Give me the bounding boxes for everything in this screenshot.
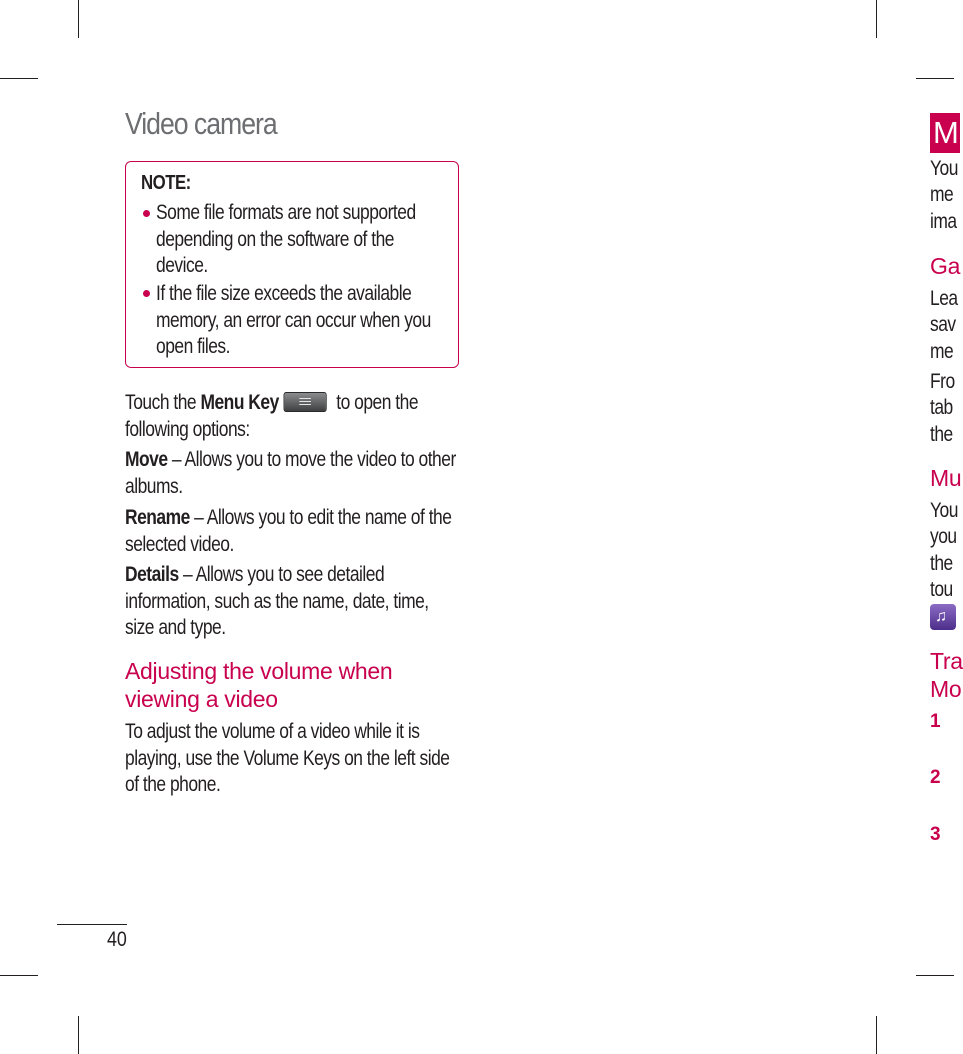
- page-title: Video camera: [125, 106, 277, 141]
- fragment-heading: Mu: [930, 465, 962, 491]
- fragment-line: me: [930, 183, 954, 206]
- section-badge: M: [930, 113, 960, 153]
- crop-mark: [0, 78, 38, 79]
- fragment-line: Lea: [930, 287, 958, 310]
- option-term: Details: [125, 563, 179, 586]
- fragment-line: ima: [930, 210, 957, 233]
- music-note-icon: ♫: [930, 604, 956, 630]
- right-page-fragment: [930, 0, 963, 1054]
- step-number: 1: [930, 711, 940, 732]
- option-move: [125, 447, 457, 500]
- fragment-line: the: [930, 423, 953, 446]
- fragment-line: me: [930, 340, 954, 363]
- section-heading: Adjusting the volume when viewing a video: [125, 658, 393, 712]
- crop-mark: [876, 0, 877, 38]
- option-rename: [125, 505, 457, 558]
- note-item: Some file formats are not supported depending on the software of the device.: [156, 201, 416, 277]
- option-term: Rename: [125, 506, 190, 529]
- options-intro: [125, 390, 457, 443]
- fragment-line: You: [930, 157, 958, 180]
- footer-rule: [57, 924, 127, 925]
- fragment-line: you: [930, 525, 957, 548]
- fragment-line: Fro: [930, 370, 955, 393]
- note-item: If the file size exceeds the available memory, an error can occur when you open files.: [156, 282, 431, 358]
- fragment-heading: Tra: [930, 648, 963, 674]
- crop-mark: [876, 1016, 877, 1054]
- fragment-heading: Mo: [930, 676, 962, 702]
- menu-key-icon: [284, 392, 327, 412]
- option-details: [125, 562, 457, 642]
- bullet-icon: [143, 210, 150, 217]
- bullet-icon: [143, 290, 150, 297]
- step-number: 3: [930, 824, 940, 845]
- option-desc: – Allows you to see detailed information, such as the name, date, time, size and type.: [125, 563, 429, 639]
- crop-mark: [78, 1016, 79, 1054]
- crop-mark: [78, 0, 79, 38]
- intro-text: Touch the: [125, 391, 201, 414]
- intro-text: to open the following options:: [125, 391, 419, 441]
- note-box: [125, 161, 459, 368]
- fragment-line: tou: [930, 578, 953, 601]
- fragment-line: You: [930, 499, 958, 522]
- note-label: NOTE:: [141, 172, 191, 194]
- fragment-line: tab: [930, 396, 953, 419]
- volume-text: To adjust the volume of a video while it is playing, use the Volume Keys on the left side of the phone.: [125, 720, 450, 796]
- step-number: 2: [930, 767, 940, 788]
- option-desc: – Allows you to edit the name of the selected video.: [125, 506, 452, 556]
- page-number: 40: [107, 928, 127, 951]
- option-desc: – Allows you to move the video to other albums.: [125, 448, 456, 498]
- option-term: Move: [125, 448, 168, 471]
- fragment-line: sav: [930, 313, 956, 336]
- crop-mark: [0, 975, 38, 976]
- fragment-heading: Ga: [930, 253, 961, 279]
- fragment-line: the: [930, 552, 953, 575]
- menu-key-label: Menu Key: [200, 391, 279, 414]
